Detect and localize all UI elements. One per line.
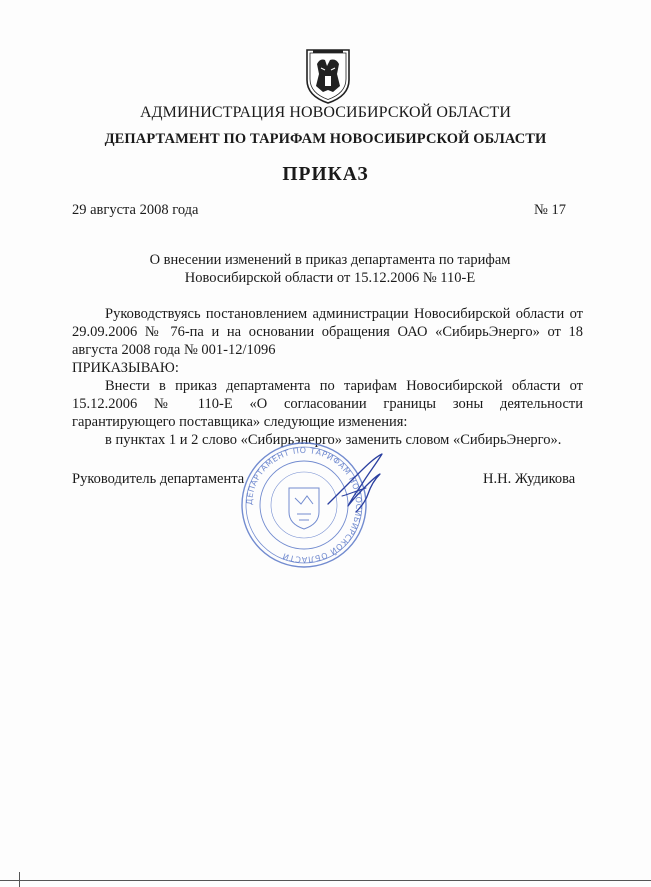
administration-heading: АДМИНИСТРАЦИЯ НОВОСИБИРСКОЙ ОБЛАСТИ	[139, 104, 512, 121]
signatory-name: Н.Н. Жудикова	[483, 471, 576, 487]
order-item-2: в пунктах 1 и 2 слово «Сибирьэнерго» заменить словом «СибирьЭнерго».	[105, 432, 562, 448]
scan-edge-tick	[19, 872, 20, 887]
order-keyword: ПРИКАЗЫВАЮ:	[72, 360, 179, 376]
handwritten-signature	[322, 448, 396, 518]
stamp-text: ДЕПАРТАМЕНТ ПО ТАРИФАМ НОВОСИБИРСКОЙ ОБЛАСТИ	[244, 445, 364, 565]
order-subject	[120, 251, 540, 287]
order-body	[72, 305, 583, 449]
subject-line-2: Новосибирской области от 15.12.2006 № 110-Е	[184, 270, 476, 286]
department-heading: ДЕПАРТАМЕНТ ПО ТАРИФАМ НОВОСИБИРСКОЙ ОБЛАСТИ	[104, 131, 547, 147]
document-title: ПРИКАЗ	[282, 164, 369, 185]
preamble-paragraph: Руководствуясь постановлением администрации Новосибирской области от 29.09.2006 № 76-па и на основании обращения ОАО «СибирьЭнерго» от 18 августа 2008 года № 001-12/1096	[72, 306, 583, 358]
order-item-1: Внести в приказ департамента по тарифам Новосибирской области от 15.12.2006 № 110-Е «О согласовании границы зоны деятельности гарантирующего поставщика» следующие изменения:	[72, 378, 583, 430]
order-date: 29 августа 2008 года	[72, 202, 199, 218]
signatory-position: Руководитель департамента	[72, 471, 245, 487]
order-number: № 17	[534, 202, 566, 218]
scan-edge-line	[0, 880, 651, 881]
coat-of-arms-icon	[304, 46, 352, 106]
subject-line-1: О внесении изменений в приказ департамента по тарифам	[149, 252, 511, 268]
